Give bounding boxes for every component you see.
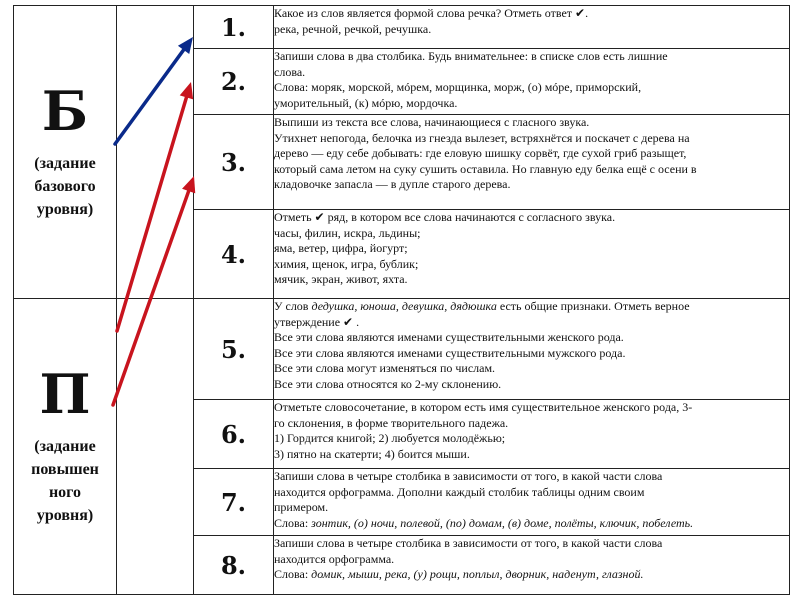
arrow-column	[117, 299, 194, 595]
level-description-line: уровня)	[36, 200, 94, 218]
task-text-line	[274, 6, 789, 22]
level-basic-cell	[14, 6, 117, 299]
task-text-segment: находится орфограмма. Дополни каждый столбик таблицы одним своим	[274, 484, 645, 499]
task-number: 7.	[194, 469, 274, 536]
level-description-line: уровня)	[36, 506, 94, 524]
task-text-segment: уморительный, (к) мóрю, мордочка.	[274, 95, 458, 110]
task-word-list: домик, мыши, река, (у) рощи, поплыл, дворник, наденут, глазной.	[311, 567, 644, 581]
task-word-list: дедушка, юноша, девушка, дядюшка	[311, 299, 497, 313]
task-text-segment: находится орфограмма.	[274, 551, 395, 566]
task-text	[274, 210, 790, 299]
task-text-line	[274, 431, 789, 447]
task-text-segment: 1) Гордится книгой; 2) любуется молодёжью;	[274, 431, 506, 445]
task-text-line	[274, 177, 789, 193]
task-number: 2.	[194, 49, 274, 115]
task-text-line	[274, 447, 789, 463]
level-description-line: повышен	[31, 460, 99, 478]
task-table	[13, 5, 790, 595]
task-text-line	[274, 65, 789, 81]
task-row	[14, 299, 790, 400]
task-text-segment: который сама летом на суку сушить оставила. Но главную еду белка ещё с осени в	[274, 161, 697, 176]
task-text-segment: химия, щенок, игра, бублик;	[274, 256, 419, 271]
task-text-segment: Все эти слова являются именами существительными мужского рода.	[274, 345, 626, 360]
task-row	[14, 6, 790, 49]
task-text-segment: Отметьте словосочетание, в котором есть имя существительное женского рода, 3-	[274, 400, 693, 414]
task-text-line	[274, 49, 789, 65]
task-text-segment: Слова: моряк, морской, мóрем, морщинка, морж, (о) мóре, приморский,	[274, 80, 642, 94]
task-text	[274, 299, 790, 400]
task-text-segment: слова.	[274, 64, 306, 79]
task-text	[274, 536, 790, 595]
task-text-line	[274, 115, 789, 131]
task-text-line	[274, 485, 789, 501]
task-text-segment: яма, ветер, цифра, йогурт;	[274, 241, 408, 255]
task-word-list: зонтик, (о) ночи, полевой, (по) домам, (в) доме, полёты, ключик, побелеть.	[311, 515, 694, 530]
task-text-segment: 3) пятно на скатерти; 4) боится мыши.	[274, 446, 470, 461]
level-description-line: ного	[48, 483, 82, 501]
task-text-line	[274, 146, 789, 162]
task-text-line	[274, 257, 789, 273]
task-number: 5.	[194, 299, 274, 400]
task-text-line	[274, 272, 789, 288]
task-text-segment: Запиши слова в два столбика. Будь внимательнее: в списке слов есть лишние	[274, 49, 668, 63]
task-text-line	[274, 226, 789, 242]
task-text-line	[274, 361, 789, 377]
task-text-segment: примером.	[274, 500, 329, 514]
task-number: 8.	[194, 536, 274, 595]
level-description-line: базового	[34, 177, 96, 195]
task-text-line	[274, 162, 789, 178]
task-text-segment: есть общие признаки. Отметь верное	[496, 299, 690, 313]
level-letter: Б	[41, 78, 89, 143]
task-text-segment: кладовочке запасла — в дупле старого дерева.	[274, 177, 511, 191]
task-text-segment: Отметь ✔ ряд, в котором все слова начинаются с согласного звука.	[274, 210, 616, 224]
task-text	[274, 400, 790, 469]
task-text-line	[274, 210, 789, 226]
task-text	[274, 6, 790, 49]
task-text-segment: Все эти слова являются именами существительными женского рода.	[274, 330, 624, 344]
task-text-segment: Слова:	[274, 567, 312, 581]
arrow-column	[117, 6, 194, 299]
task-number: 3.	[194, 115, 274, 210]
task-text-line	[274, 299, 789, 315]
task-text-line	[274, 330, 789, 346]
task-text-segment: мячик, экран, живот, яхта.	[274, 272, 408, 286]
task-text-line	[274, 96, 789, 112]
task-text-line	[274, 346, 789, 362]
task-text-line	[274, 131, 789, 147]
level-description-line: (задание	[34, 437, 96, 455]
task-text-segment: Слова:	[274, 515, 312, 530]
level-letter: П	[39, 361, 91, 426]
task-text-segment: часы, филин, искра, льдины;	[274, 225, 421, 240]
task-text	[274, 469, 790, 536]
task-text-segment: Выпиши из текста все слова, начинающиеся с гласного звука.	[274, 115, 590, 129]
task-text-line	[274, 315, 789, 331]
task-text-segment: Утихнет непогода, белочка из гнезда вылезет, встряхнётся и поскачет с дерева на	[274, 130, 690, 145]
task-text-segment: Запиши слова в четыре столбика в зависимости от того, в какой части слова	[274, 469, 663, 483]
task-table-frame	[13, 5, 789, 594]
task-text-segment: Запиши слова в четыре столбика в зависимости от того, в какой части слова	[274, 536, 663, 550]
task-text-line	[274, 22, 789, 38]
level-description-line: (задание	[34, 154, 96, 172]
task-text	[274, 115, 790, 210]
task-text-segment: дерево — еду себе добывать: где еловую шишку сорвёт, где сухой гриб разыщет,	[274, 146, 687, 160]
task-text-segment: Все эти слова относятся ко 2-му склонению.	[274, 376, 502, 391]
task-text-line	[274, 416, 789, 432]
task-text-line	[274, 516, 789, 532]
task-text-line	[274, 552, 789, 568]
task-text-line	[274, 536, 789, 552]
task-number: 1.	[194, 6, 274, 49]
task-text-line	[274, 400, 789, 416]
task-text-segment: Все эти слова могут изменяться по числам.	[274, 361, 496, 375]
task-text-line	[274, 567, 789, 583]
task-text-segment: река, речной, речкой, речушка.	[274, 21, 432, 36]
task-text-segment: У слов	[274, 299, 312, 313]
task-text-line	[274, 377, 789, 393]
task-text	[274, 49, 790, 115]
task-number: 6.	[194, 400, 274, 469]
task-text-line	[274, 241, 789, 257]
task-text-line	[274, 500, 789, 516]
task-text-line	[274, 469, 789, 485]
level-advanced-cell	[14, 299, 117, 595]
task-text-segment: го склонения, в форме творительного падежа.	[274, 415, 509, 430]
task-number: 4.	[194, 210, 274, 299]
task-text-line	[274, 80, 789, 96]
task-text-segment: утверждение ✔ .	[274, 314, 360, 329]
task-text-segment: Какое из слов является формой слова речка? Отметь ответ ✔.	[274, 6, 589, 20]
